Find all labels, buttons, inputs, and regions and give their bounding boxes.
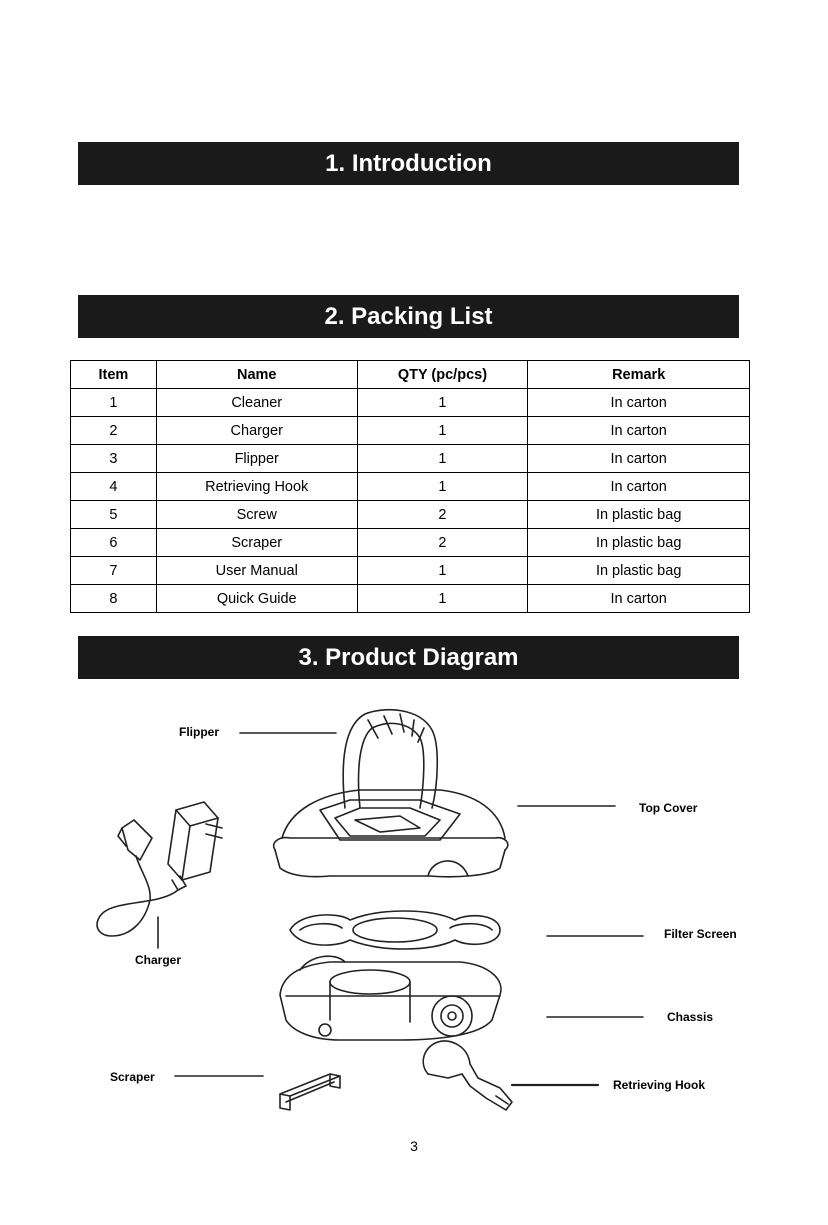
table-row bbox=[71, 557, 750, 585]
cell-qty: 2 bbox=[357, 529, 528, 557]
product-diagram bbox=[0, 690, 828, 1130]
cell-name: Flipper bbox=[156, 445, 357, 473]
cell-name: Screw bbox=[156, 501, 357, 529]
cell-item: 7 bbox=[71, 557, 157, 585]
top-cover-illustration bbox=[274, 790, 508, 877]
cell-remark: In carton bbox=[528, 473, 750, 501]
cell-remark: In carton bbox=[528, 389, 750, 417]
cell-name: Cleaner bbox=[156, 389, 357, 417]
cell-item: 5 bbox=[71, 501, 157, 529]
packing-list-table bbox=[70, 360, 750, 613]
filter-screen-illustration bbox=[290, 911, 500, 949]
header-name: Name bbox=[156, 361, 357, 389]
label-charger: Charger bbox=[135, 953, 182, 967]
cell-remark: In plastic bag bbox=[528, 529, 750, 557]
label-top-cover: Top Cover bbox=[639, 801, 698, 815]
cell-qty: 1 bbox=[357, 557, 528, 585]
label-retrieving-hook: Retrieving Hook bbox=[613, 1078, 706, 1092]
table-row bbox=[71, 585, 750, 613]
cell-remark: In carton bbox=[528, 417, 750, 445]
label-flipper: Flipper bbox=[179, 725, 220, 739]
cell-name: Quick Guide bbox=[156, 585, 357, 613]
table-row bbox=[71, 501, 750, 529]
product-exploded-view bbox=[0, 690, 828, 1130]
cell-remark: In plastic bag bbox=[528, 501, 750, 529]
cell-item: 8 bbox=[71, 585, 157, 613]
cell-name: User Manual bbox=[156, 557, 357, 585]
cell-qty: 1 bbox=[357, 389, 528, 417]
header-item: Item bbox=[71, 361, 157, 389]
cell-name: Scraper bbox=[156, 529, 357, 557]
page-number: 3 bbox=[410, 1138, 418, 1154]
cell-item: 4 bbox=[71, 473, 157, 501]
cell-item: 3 bbox=[71, 445, 157, 473]
cell-remark: In carton bbox=[528, 585, 750, 613]
table-row bbox=[71, 529, 750, 557]
flipper-illustration bbox=[343, 710, 437, 808]
cell-qty: 2 bbox=[357, 501, 528, 529]
table-row bbox=[71, 417, 750, 445]
scraper-illustration bbox=[280, 1074, 340, 1110]
header-qty: QTY (pc/pcs) bbox=[357, 361, 528, 389]
cell-name: Retrieving Hook bbox=[156, 473, 357, 501]
cell-name: Charger bbox=[156, 417, 357, 445]
table-row bbox=[71, 473, 750, 501]
cell-item: 1 bbox=[71, 389, 157, 417]
table-header-row bbox=[71, 361, 750, 389]
label-scraper: Scraper bbox=[110, 1070, 155, 1084]
cell-item: 2 bbox=[71, 417, 157, 445]
table-row bbox=[71, 445, 750, 473]
section-packing-list-header: 2. Packing List bbox=[78, 295, 739, 338]
cell-qty: 1 bbox=[357, 445, 528, 473]
cell-qty: 1 bbox=[357, 473, 528, 501]
header-remark: Remark bbox=[528, 361, 750, 389]
cell-qty: 1 bbox=[357, 585, 528, 613]
chassis-illustration bbox=[280, 956, 501, 1040]
table-row bbox=[71, 389, 750, 417]
cell-item: 6 bbox=[71, 529, 157, 557]
charger-illustration bbox=[97, 802, 222, 936]
cell-remark: In plastic bag bbox=[528, 557, 750, 585]
label-filter-screen: Filter Screen bbox=[664, 927, 737, 941]
retrieving-hook-illustration bbox=[423, 1041, 512, 1110]
cell-qty: 1 bbox=[357, 417, 528, 445]
cell-remark: In carton bbox=[528, 445, 750, 473]
section-introduction-header: 1. Introduction bbox=[78, 142, 739, 185]
section-product-diagram-header: 3. Product Diagram bbox=[78, 636, 739, 679]
label-chassis: Chassis bbox=[667, 1010, 714, 1024]
